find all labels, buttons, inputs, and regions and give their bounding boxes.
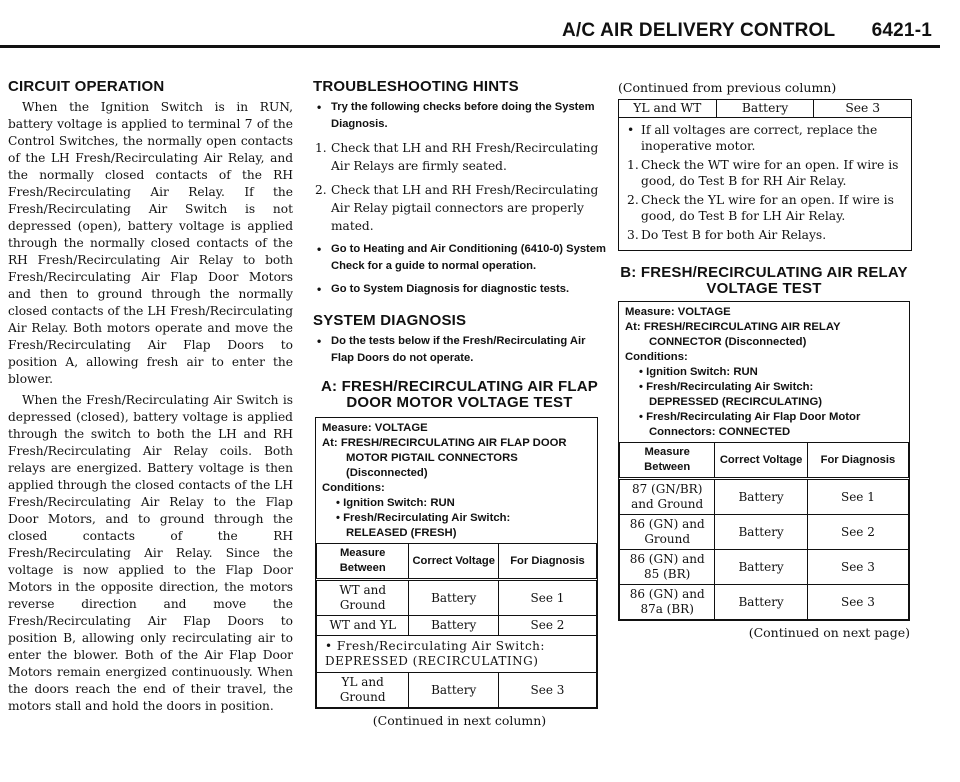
list-item <box>627 157 903 189</box>
test-a-at-line3: (Disconnected) <box>346 467 428 479</box>
table-row <box>620 585 909 620</box>
test-b-table <box>619 442 909 620</box>
test-b-cond5: Connectors: CONNECTED <box>649 426 791 438</box>
test-b-conditions <box>619 302 909 442</box>
test-a-heading-line1: A: FRESH/RECIRCULATING AIR FLAP <box>320 378 599 395</box>
cell-between: WT and Ground <box>317 580 409 616</box>
cell-between: YL and WT <box>619 100 717 117</box>
table-row <box>317 580 597 616</box>
list-marker: • <box>627 123 635 137</box>
cell-diagnosis: See 1 <box>807 479 908 515</box>
table-row <box>317 673 597 708</box>
cell-diagnosis: See 3 <box>845 101 881 115</box>
table-note-row <box>317 636 597 673</box>
cell-voltage: Battery <box>715 479 807 515</box>
cell-voltage: Battery <box>717 100 815 117</box>
cell-voltage: Battery <box>409 673 499 708</box>
test-a-measure: Measure: VOLTAGE <box>322 422 428 434</box>
page-number: 6421-1 <box>871 20 932 41</box>
table-header-row <box>317 544 597 580</box>
cell-diagnosis: See 1 <box>498 580 596 616</box>
test-a-note: • Fresh/Recirculating Air Switch: DEPRESSED (RECIRCULATING) <box>317 636 597 673</box>
test-b-cond4: • Fresh/Recirculating Air Flap Door Motor <box>639 411 861 423</box>
test-a-cond1: • Ignition Switch: RUN <box>336 497 455 509</box>
test-a-at-line2: MOTOR PIGTAIL CONNECTORS <box>346 452 518 464</box>
col-header-diagnosis: For Diagnosis <box>807 443 908 479</box>
table-row <box>620 515 909 550</box>
hint-item: • Try the following checks before doing the System Diagnosis. <box>313 99 606 133</box>
circuit-operation-column <box>8 78 293 715</box>
test-b-cond2: • Fresh/Recirculating Air Switch: <box>639 381 814 393</box>
list-marker: 3. <box>627 228 639 242</box>
test-a-continued: (Continued in next column) <box>372 713 547 728</box>
continued-top-row <box>619 100 911 118</box>
col-header-measure: Measure Between <box>317 544 409 580</box>
table-row <box>317 616 597 636</box>
troubleshooting-column <box>313 78 606 728</box>
list-item <box>627 122 903 154</box>
cell-voltage: Battery <box>715 515 807 550</box>
cell-diagnosis: See 3 <box>807 585 908 620</box>
test-b-heading <box>618 265 910 297</box>
hint-item: • Go to Heating and Air Conditioning (6410-0) System Check for a guide to normal operation. <box>313 241 606 275</box>
continued-box <box>618 99 912 251</box>
cell-between: 86 (GN) and 85 (BR) <box>620 550 715 585</box>
hint-marker: 2. <box>315 183 327 197</box>
col-header-voltage: Correct Voltage <box>409 544 499 580</box>
cell-between: 87 (GN/BR) and Ground <box>620 479 715 515</box>
test-a-cond2: • Fresh/Recirculating Air Switch: <box>336 512 511 524</box>
test-a-heading <box>313 379 606 411</box>
test-b-heading-line1: B: FRESH/RECIRCULATING AIR RELAY <box>620 264 908 281</box>
page-title: A/C AIR DELIVERY CONTROL <box>562 20 836 41</box>
continued-column <box>618 80 918 640</box>
list-item <box>627 227 903 243</box>
system-diagnosis-heading: SYSTEM DIAGNOSIS <box>313 312 467 329</box>
hint-item <box>313 139 606 175</box>
system-diagnosis-intro: • Do the tests below if the Fresh/Recirculating Air Flap Doors do not operate. <box>313 333 606 367</box>
table-header-row <box>620 443 909 479</box>
cell-diagnosis: See 3 <box>498 673 596 708</box>
cell-diagnosis: See 3 <box>807 550 908 585</box>
table-row <box>620 550 909 585</box>
circuit-operation-heading: CIRCUIT OPERATION <box>8 78 165 95</box>
list-item <box>627 192 903 224</box>
hint-item <box>313 181 606 235</box>
test-a-heading-line2: DOOR MOTOR VOLTAGE TEST <box>346 394 573 411</box>
test-b-heading-line2: VOLTAGE TEST <box>706 280 822 297</box>
diagnosis-list <box>619 118 911 250</box>
test-a-conditions <box>316 418 597 543</box>
test-a-at: At: FRESH/RECIRCULATING AIR FLAP DOOR <box>322 437 567 449</box>
hint-text: Check that LH and RH Fresh/Recirculating Air Relays are firmly seated. <box>331 141 599 173</box>
col-header-voltage: Correct Voltage <box>715 443 807 479</box>
test-b-cond1: • Ignition Switch: RUN <box>639 366 758 378</box>
list-marker: 1. <box>627 158 639 172</box>
test-b-measure: Measure: VOLTAGE <box>625 306 731 318</box>
continued-from-note: (Continued from previous column) <box>618 80 837 95</box>
cell-diagnosis: See 2 <box>498 616 596 636</box>
test-b-cond3: DEPRESSED (RECIRCULATING) <box>649 396 823 408</box>
cell-between: 86 (GN) and 87a (BR) <box>620 585 715 620</box>
test-b-conditions-label: Conditions: <box>625 351 688 363</box>
test-a-conditions-label: Conditions: <box>322 482 385 494</box>
table-row <box>620 479 909 515</box>
cell-voltage: Battery <box>409 616 499 636</box>
test-b-at-line2: CONNECTOR (Disconnected) <box>649 336 807 348</box>
header-rule <box>0 45 940 48</box>
test-b-continued: (Continued on next page) <box>748 625 910 640</box>
hint-item: • Go to System Diagnosis for diagnostic tests. <box>313 281 606 298</box>
cell-between: WT and YL <box>317 616 409 636</box>
list-text: Check the YL wire for an open. If wire is good, do Test B for LH Air Relay. <box>641 193 894 223</box>
test-a-cond3: RELEASED (FRESH) <box>346 527 457 539</box>
cell-between: 86 (GN) and Ground <box>620 515 715 550</box>
test-b-at: At: FRESH/RECIRCULATING AIR RELAY <box>625 321 841 333</box>
list-text: Do Test B for both Air Relays. <box>641 228 827 242</box>
list-text: Check the WT wire for an open. If wire is good, do Test B for RH Air Relay. <box>641 158 899 188</box>
col-header-diagnosis: For Diagnosis <box>498 544 596 580</box>
circuit-paragraph-2: When the Fresh/Recirculating Air Switch is depressed (closed), battery voltage is applied through the switch to both the LH and RH Fresh/Recirculating Air Relay coils. Both relays are energized. Battery voltage is then applied through the closed contacts of the LH Fresh/Recirculating Air Relay to the Flap Door Motors, and to ground through the closed contacts of the RH Fresh/Recirculating Air Relay. Since the voltage is now applied to the Flap Door Motors in the opposite direction, the motors reverse direction and move the Fresh/Recirculating Air Flap Doors to position B, allowing only recirculating air to enter the blower. Both of the Air Flap Door Motors remain energized continuously. When the doors reach the end of their travel, the motors stall and hold the doors in position. <box>8 393 293 713</box>
list-marker: 2. <box>627 193 639 207</box>
list-text: If all voltages are correct, replace the inoperative motor. <box>641 123 878 153</box>
cell-voltage: Battery <box>715 585 807 620</box>
troubleshooting-heading: TROUBLESHOOTING HINTS <box>313 78 519 95</box>
page-header <box>562 20 932 42</box>
cell-between: YL and Ground <box>317 673 409 708</box>
test-a-box <box>315 417 598 709</box>
cell-voltage: Battery <box>409 580 499 616</box>
col-header-measure: Measure Between <box>620 443 715 479</box>
cell-voltage: Battery <box>715 550 807 585</box>
circuit-paragraph-1: When the Ignition Switch is in RUN, battery voltage is applied to terminal 7 of the Control Switches, the normally open contacts of the LH Fresh/Recirculating Air Relay, and the normally closed contacts of the RH Fresh/Recirculating Air Relay. If the Fresh/Recirculating Air Switch is not depressed (open), battery voltage is applied through the normally closed contacts of the RH Fresh/Recirculating Air Relay to both Fresh/Recirculating Air Flap Door Motors and then to ground through the normally closed contacts of the LH Fresh/Recirculating Air Relay. Both motors operate and move the Fresh/Recirculating Air Flap Doors to position A, allowing fresh air to enter the blower. <box>8 100 293 386</box>
test-b-box <box>618 301 910 621</box>
hint-text: Check that LH and RH Fresh/Recirculating Air Relay pigtail connectors are properly mated. <box>331 183 599 233</box>
cell-diagnosis: See 2 <box>807 515 908 550</box>
hint-marker: 1. <box>315 141 327 155</box>
test-a-table <box>316 543 597 708</box>
